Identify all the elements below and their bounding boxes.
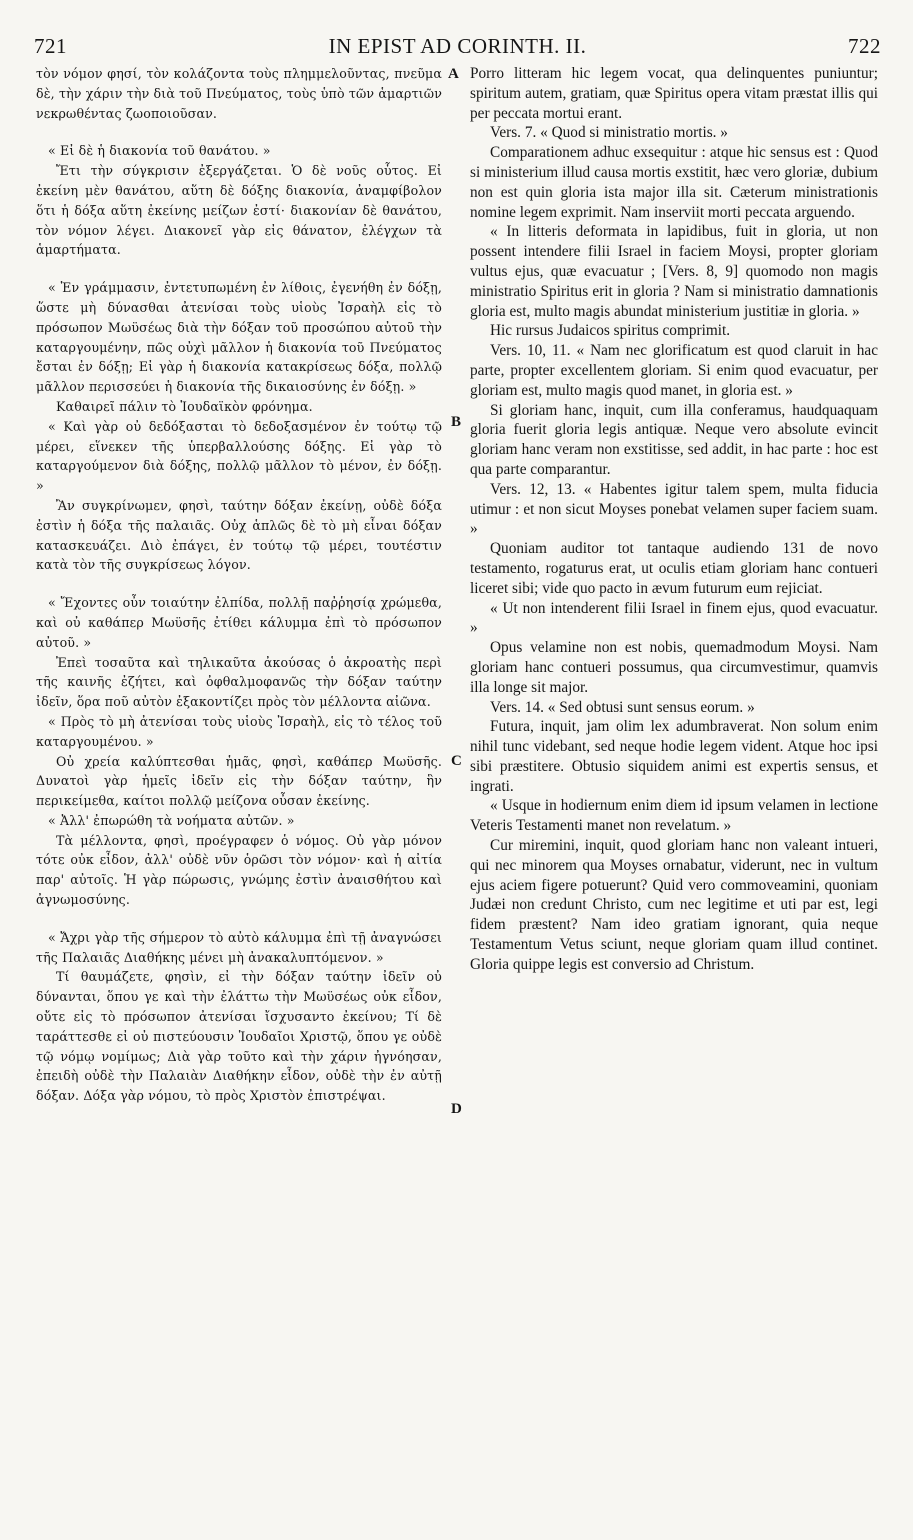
latin-paragraph: Cur miremini, inquit, quod gloriam hanc non valeant intueri, qui nec minorem qua Moyses ornabatur, viderunt, nec in vultum ejus aciem figere potuerunt? Quid vero commoveamini, quoniam Judæi non credunt Christo, cum nec legitime et uti par est, legi fidem præstent? Nam ideo gratiam ignorant, quia neque Testamentum Vetus sciunt, neque gloriam quam illud continet. Gloria quippe legis est conversio ad Christum. [470,837,878,973]
greek-paragraph: Ἔτι τὴν σύγκρισιν ἐξεργάζεται. Ὁ δὲ νοῦς οὗτος. Εἰ ἐκείνη μὲν θανάτου, αὕτη δὲ δόξης διακονία, ἀναμφίβολον ὅτι ἡ δόξα αὕτη ἐκείνης μείζων ἐστί· διακονίαν δὲ θανάτου, τὸν νόμον λέγει. Διακονεῖ γὰρ εἰς θάνατον, ἐλέγχων τὰ ἁμαρτήματα. [36,163,442,258]
greek-scripture-quote: « Καὶ γὰρ οὐ δεδόξασται τὸ δεδοξασμένον ἐν τούτῳ τῷ μέρει, εἵνεκεν τῆς ὑπερβαλλούσης δόξης. Εἰ γὰρ τὸ καταργούμενον διὰ δόξης, πολλῷ μᾶλλον τὸ μένον, ἐν δόξῃ. » [36,418,442,494]
greek-scripture-quote: « Ἄχρι γὰρ τῆς σήμερον τὸ αὐτὸ κάλυμμα ἐπὶ τῇ ἀναγνώσει τῆς Παλαιᾶς Διαθήκης μένει μὴ ἀνακαλυπτόμενον. » [36,929,442,965]
page-number-right: 722 [848,34,881,58]
greek-paragraph: Τὰ μέλλοντα, φησὶ, προέγραφεν ὁ νόμος. Οὐ γὰρ μόνον τότε οὐκ εἶδον, ἀλλ' οὐδὲ νῦν ὁρῶσι τὸν νόμον· καὶ ἡ αἰτία παρ' αὐτοῖς. Ἡ γὰρ πώρωσις, γνώμης ἐστὶν ἀναισθήτου καὶ ἀγνωμοσύνης. [36,832,442,908]
greek-paragraph: τὸν νόμον φησί, τὸν κολάζοντα τοὺς πλημμελοῦντας, πνεῦμα δὲ, τὴν χάριν τὴν διὰ τοῦ Πνεύματος, τοὺς ὑπὸ τῶν ἁμαρτιῶν νεκρωθέντας ζωοποιοῦσαν. [36,66,442,121]
greek-paragraph: Ἂν συγκρίνωμεν, φησὶ, ταύτην δόξαν ἐκείνῃ, οὐδὲ δόξα ἐστὶν ἡ δόξα τῆς παλαιᾶς. Οὐχ ἁπλῶς δὲ τὸ μὴ εἶναι δόξαν κατασκευάζει. Διὸ ἐπάγει, ἐν τούτῳ τῷ μέρει, τουτέστιν κατὰ τὸν τῆς συγκρίσεως λόγον. [36,497,442,573]
greek-paragraph: Τί θαυμάζετε, φησὶν, εἰ τὴν δόξαν ταύτην ἰδεῖν οὐ δύνανται, ὅπου γε καὶ τὴν ἐλάττω τὴν Μωϋσέως οὐκ εἶδον, οὔτε εἰς τὸ πρόσωπον ἀτενίσαι ἴσχυσαντο ἐκείνου; Τί δὲ ταράττεσθε εἰ οὐ πιστεύουσιν Ἰουδαῖοι Χριστῷ, ὅπου γε οὐδὲ τῷ νόμῳ νομίμως; Διὰ γὰρ τοῦτο καὶ τὴν χάριν ἠγνόησαν, ἐπειδὴ οὐδὲ τὴν Παλαιὰν Διαθήκην εἶδον, οὐδὲ τὴν ἐν αὐτῇ δόξαν. Δόξα γὰρ νόμου, τὸ πρὸς Χριστὸν ἐπιστρέψαι. [36,969,442,1104]
latin-verse-heading: Vers. 14. « Sed obtusi sunt sensus eorum. » [490,698,755,716]
latin-paragraph: Si gloriam hanc, inquit, cum illa conferamus, haudquaquam gloria fuerit gloria legis antiquæ. Neque vero absolute evincit gloriam hanc veram non exstitisse, sed addit, in hac parte : hoc est qua parte comparantur. [470,401,878,478]
running-header [34,34,881,62]
greek-scripture-quote: « Πρὸς τὸ μὴ ἀτενίσαι τοὺς υἱοὺς Ἰσραὴλ, εἰς τὸ τέλος τοῦ καταργουμένου. » [36,713,442,749]
greek-column [36,64,442,1106]
greek-scripture-quote: « Ἐν γράμμασιν, ἐντετυπωμένη ἐν λίθοις, ἐγενήθη ἐν δόξῃ, ὥστε μὴ δύνασθαι ἀτενίσαι τοὺς υἱοὺς Ἰσραὴλ εἰς τὸ πρόσωπον Μωϋσέως διὰ τὴν δόξαν τοῦ προσώπου αὐτοῦ τὴν καταργουμένην, πῶς οὐχὶ μᾶλλον ἡ διακονία τοῦ Πνεύματος ἔσται ἐν δόξῃ; Εἰ γὰρ ἡ διακονία κατακρίσεως δόξα, πολλῷ μᾶλλον περισσεύει ἡ διακονία τῆς δικαιοσύνης ἐν δόξῃ. » [36,280,442,395]
latin-column [470,64,878,975]
latin-paragraph: Opus velamine non est nobis, quemadmodum Moysi. Nam gloriam hanc contueri possumus, qua circumvestimur, quamvis illa longe sit major. [470,639,878,696]
greek-scripture-quote: « Ἀλλ' ἐπωρώθη τὰ νοήματα αὐτῶν. » [48,812,295,828]
section-marker-a: A [448,66,459,82]
page-number-left: 721 [34,34,67,58]
latin-paragraph: Hic rursus Judaicos spiritus comprimit. [490,322,731,340]
latin-verse-heading: Vers. 7. « Quod si ministratio mortis. » [490,124,728,142]
latin-paragraph: Comparationem adhuc exsequitur : atque hic sensus est : Quod si ministerium illud causa mortis exstitit, hæc vero gloriæ, dubium non est quin gloria ista major illa sit. Cæterum ministrationis nomine legem exprimit. Nam inserviit morti peccata arguendo. [470,144,878,221]
latin-scripture-quote: Vers. 10, 11. « Nam nec glorificatum est quod claruit in hac parte, propter excellentem gloriam. Si enim quod evacuatur, per gloriam est, multo magis quod manet, in gloria est. » [470,342,878,399]
section-marker-b: B [451,414,462,430]
latin-scripture-quote: « Ut non intenderent filii Israel in finem ejus, quod evacuatur. » [470,599,878,637]
latin-paragraph: Futura, inquit, jam olim lex adumbraverat. Non solum enim nihil tunc videbant, sed neque hodie legem vident. Atque hoc ipsi sibi præstitere. Obtusio siquidem animi est expertis sensus, et ingrati. [470,718,878,795]
latin-paragraph: Porro litteram hic legem vocat, qua delinquentes puniuntur; spiritum autem, gratiam, quæ Spiritus opera vitam præstat illis qui per peccata mortui erant. [470,65,878,122]
latin-paragraph: Quoniam auditor tot tantaque audiendo 131 de novo testamento, rogaturus erat, ut oculis etiam gloriam hanc contueri liceret sibi; vide quo pacto in ævum futurum eum rejiciat. [470,540,878,597]
greek-paragraph: Καθαιρεῖ πάλιν τὸ Ἰουδαϊκὸν φρόνημα. [56,398,313,414]
section-marker-d: D [451,1101,462,1117]
section-marker-c: C [451,753,462,769]
latin-scripture-quote: Vers. 12, 13. « Habentes igitur talem spem, multa fiducia utimur : et non sicut Moyses ponebat velamen super faciem suam. » [470,480,878,538]
running-title: IN EPIST AD CORINTH. II. [328,34,587,58]
latin-scripture-quote: « Usque in hodiernum enim diem id ipsum velamen in lectione Veteris Testamenti manet non revelatum. » [470,797,878,835]
latin-scripture-quote: « In litteris deformata in lapidibus, fuit in gloria, ut non possent intendere filii Israel in faciem Moysi, propter gloriam vultus ejus, quæ evacuatur ; [Vers. 8, 9] quomodo non magis ministratio Spiritus erit in gloria ? Nam si ministratio damnationis gloria est, multo magis abundat ministerium justitiæ in gloria. » [470,223,878,320]
greek-scripture-quote: « Ἔχοντες οὖν τοιαύτην ἐλπίδα, πολλῇ παῤῥησίᾳ χρώμεθα, καὶ οὐ καθάπερ Μωϋσῆς ἐτίθει κάλυμμα ἐπὶ τὸ πρόσωπον αὐτοῦ. » [36,595,442,650]
greek-paragraph: Οὐ χρεία καλύπτεσθαι ἡμᾶς, φησὶ, καθάπερ Μωϋσῆς. Δυνατοὶ γὰρ ἡμεῖς ἰδεῖν εἰς τὴν δόξαν ταύτην, ἣν περικείμεθα, καίτοι πολλῷ μείζονα οὖσαν ἐκείνης. [36,753,442,809]
greek-scripture-quote: « Εἰ δὲ ἡ διακονία τοῦ θανάτου. » [48,143,271,159]
greek-paragraph: Ἐπεὶ τοσαῦτα καὶ τηλικαῦτα ἀκούσας ὁ ἀκροατὴς περὶ τῆς καινῆς ἐζήτει, καὶ ὀφθαλμοφανῶς τὴν δόξαν ταύτην ἰδεῖν, ὅρα ποῦ αὐτὸν ἐξακοντίζει πρὸς τὸν μέλλοντα αἰῶνα. [36,654,442,710]
